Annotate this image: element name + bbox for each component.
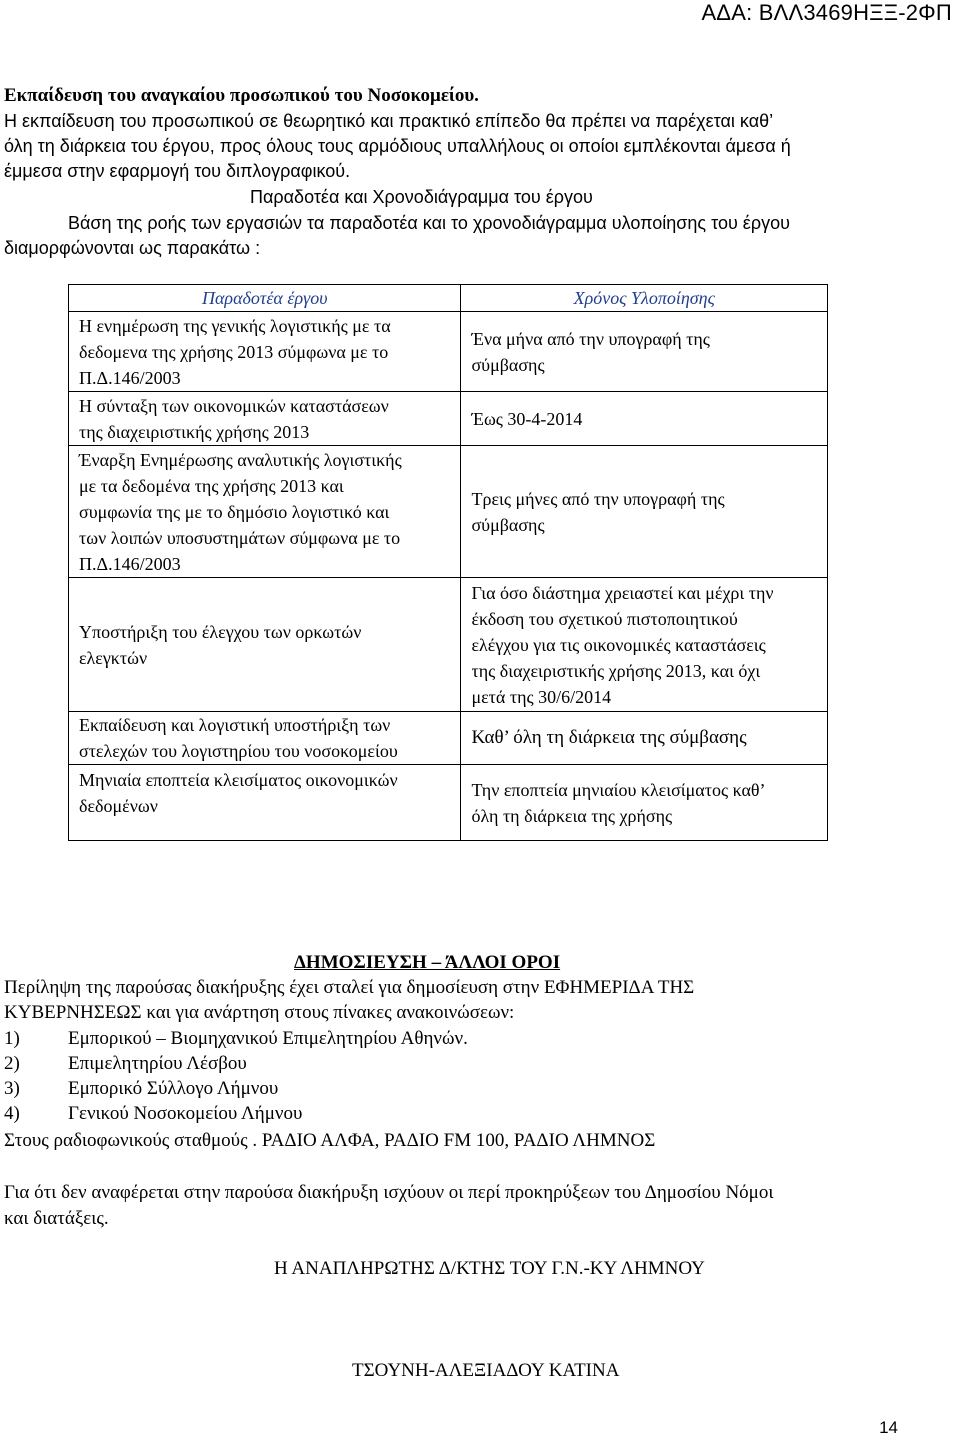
cell-line: Εκπαίδευση και λογιστική υποστήριξη των (79, 715, 391, 735)
cell-line: έκδοση του σχετικού πιστοποιητικού (471, 608, 738, 629)
table-row (69, 312, 828, 392)
closing-line-1: Για ότι δεν αναφέρεται στην παρούσα διακήρυξη ισχύουν οι περί προκηρύξεων του Δημοσίου Νόμοι (4, 1182, 774, 1203)
time-cell (461, 392, 828, 446)
publication-line-2: ΚΥΒΕΡΝΗΣΕΩΣ και για ανάρτηση στους πίνακες ανακοινώσεων: (4, 1002, 515, 1023)
cell-line: συμφωνία της με το δημόσιο λογιστικό και (79, 501, 390, 522)
ada-code: ΑΔΑ: ΒΛΛ3469ΗΞΞ-2ΦΠ (701, 0, 952, 25)
publication-line-1: Περίληψη της παρούσας διακήρυξης έχει σταλεί για δημοσίευση στην ΕΦΗΜΕΡΙΔΑ ΤΗΣ (4, 977, 695, 998)
deliverables-intro-line-1: Βάση της ροής των εργασιών τα παραδοτέα και το χρονοδιάγραμμα υλοποίησης του έργου (68, 213, 790, 233)
page-number: 14 (879, 1418, 898, 1437)
cell-line: Υποστήριξη του έλεγχου των ορκωτών (79, 621, 362, 642)
cell-line: της διαχειριστικής χρήσης 2013 (79, 421, 310, 442)
time-cell (461, 312, 828, 392)
header-deliverables: Παραδοτέα έργου (69, 285, 461, 312)
cell-line: στελεχών του λογιστηρίου του νοσοκομείου (79, 741, 398, 761)
table-row (69, 712, 828, 765)
training-line-2: όλη τη διάρκεια του έργου, προς όλους τους αρμόδιους υπαλλήλους οι οποίοι εμπλέκονται άμεσα ή (4, 136, 791, 156)
cell-line: ελεγκτών (79, 647, 148, 668)
cell-line: Τρεις μήνες από την υπογραφή της (471, 488, 725, 509)
cell-line: Ένα μήνα από την υπογραφή της (471, 328, 710, 349)
cell-line: Π.Δ.146/2003 (79, 553, 181, 574)
list-text: Εμπορικό Σύλλογο Λήμνου (68, 1078, 279, 1099)
table-row (69, 446, 828, 578)
cell-line: δεδομένων (79, 796, 158, 816)
deliverables-table (68, 284, 828, 841)
deliverable-cell (69, 578, 461, 712)
header-time: Χρόνος Υλοποίησης (461, 285, 828, 312)
table-row (69, 392, 828, 446)
table-row (69, 765, 828, 841)
deliverable-cell (69, 392, 461, 446)
cell-line: όλη τη διάρκεια της χρήσης (471, 805, 673, 826)
list-item (4, 1051, 468, 1076)
time-cell (461, 712, 828, 765)
signatory-role: Η ΑΝΑΠΛΗΡΩΤΗΣ Δ/ΚΤΗΣ ΤΟΥ Γ.Ν.-ΚΥ ΛΗΜΝΟΥ (274, 1258, 705, 1279)
table-row (69, 578, 828, 712)
training-line-1: Η εκπαίδευση του προσωπικού σε θεωρητικό και πρακτικό επίπεδο θα πρέπει να παρέχεται καθ’ (4, 111, 774, 131)
cell-line: Έως 30-4-2014 (471, 408, 583, 429)
list-item (4, 1101, 468, 1126)
time-cell (461, 578, 828, 712)
list-text: Επιμελητηρίου Λέσβου (68, 1053, 247, 1074)
cell-line: Έναρξη Ενημέρωσης αναλυτικής λογιστικής (79, 449, 402, 470)
list-item (4, 1026, 468, 1051)
radio-stations: Στους ραδιοφωνικούς σταθμούς . ΡΑΔΙΟ ΑΛΦΑ, ΡΑΔΙΟ FM 100, ΡΑΔΙΟ ΛΗΜΝΟΣ (4, 1130, 656, 1151)
cell-line: Μηνιαία εποπτεία κλεισίματος οικονομικών (79, 770, 398, 790)
deliverable-cell (69, 446, 461, 578)
cell-line: των λοιπών υποσυστημάτων σύμφωνα με το (79, 527, 401, 548)
cell-line: Για όσο διάστημα χρειαστεί και μέχρι την (471, 582, 774, 603)
cell-line: σύμβασης (471, 354, 545, 375)
list-text: Γενικού Νοσοκομείου Λήμνου (68, 1103, 303, 1124)
deliverables-title: Παραδοτέα και Χρονοδιάγραμμα του έργου (250, 187, 593, 207)
deliverable-cell (69, 712, 461, 765)
cell-line: μετά της 30/6/2014 (471, 686, 612, 707)
cell-line: δεδομενα της χρήσης 2013 σύμφωνα με το (79, 341, 389, 362)
time-cell (461, 765, 828, 841)
cell-line: Καθ’ όλη τη διάρκεια της σύμβασης (471, 727, 747, 748)
cell-line: ελέγχου για τις οικονομικές καταστάσεις (471, 634, 766, 655)
signatory-name: ΤΣΟΥΝΗ-ΑΛΕΞΙΑΔΟΥ ΚΑΤΙΝΑ (352, 1360, 620, 1381)
deliverable-cell (69, 312, 461, 392)
training-heading: Εκπαίδευση του αναγκαίου προσωπικού του Νοσοκομείου. (4, 85, 479, 106)
list-number: 2) (4, 1053, 20, 1074)
training-line-3: έμμεσα στην εφαρμογή του διπλογραφικού. (4, 161, 351, 181)
time-cell (461, 446, 828, 578)
list-number: 1) (4, 1028, 20, 1049)
list-item (4, 1076, 468, 1101)
cell-line: με τα δεδομένα της χρήσης 2013 και (79, 475, 344, 496)
closing-line-2: και διατάξεις. (4, 1208, 109, 1229)
cell-line: Η ενημέρωση της γενικής λογιστικής με τα (79, 315, 391, 336)
list-text: Εμπορικού – Βιομηχανικού Επιμελητηρίου Αθηνών. (68, 1028, 468, 1049)
table-header-row (69, 285, 828, 312)
outlets-list (4, 1026, 468, 1126)
publication-title: ΔΗΜΟΣΙΕΥΣΗ – ΆΛΛΟΙ ΟΡΟΙ (294, 952, 561, 973)
deliverables-intro-line-2: διαμορφώνονται ως παρακάτω : (4, 238, 261, 258)
cell-line: Την εποπτεία μηνιαίου κλεισίματος καθ’ (471, 779, 766, 800)
deliverable-cell (69, 765, 461, 841)
list-number: 4) (4, 1103, 20, 1124)
cell-line: σύμβασης (471, 514, 545, 535)
list-number: 3) (4, 1078, 20, 1099)
cell-line: της διαχειριστικής χρήσης 2013, και όχι (471, 660, 761, 681)
cell-line: Η σύνταξη των οικονομικών καταστάσεων (79, 395, 389, 416)
cell-line: Π.Δ.146/2003 (79, 367, 181, 388)
